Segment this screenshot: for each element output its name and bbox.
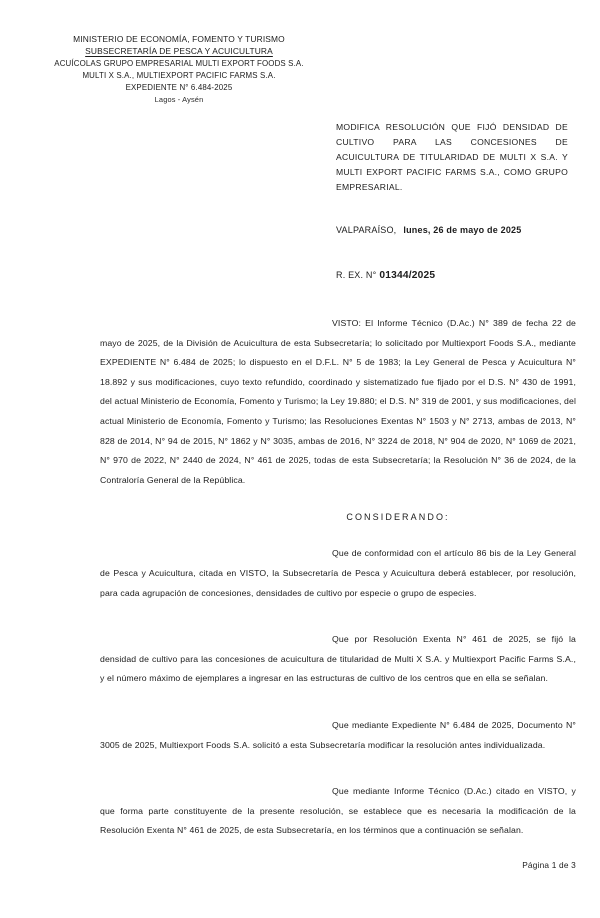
spacer [100, 603, 576, 630]
page-number: Página 1 de 3 [522, 860, 576, 870]
regions-label: Lagos - Aysén [154, 95, 204, 105]
resolution-number-value: 01344/2025 [379, 270, 436, 281]
company-group-line-2: MULTI X S.A., MULTIEXPORT PACIFIC FARMS S.A. [82, 70, 276, 80]
spacer [100, 755, 576, 782]
considerando-paragraph-3: Que mediante Expediente N° 6.484 de 2025, Documento N° 3005 de 2025, Multiexport Foods S.A. solicitó a esta Subsecretaría modificar la resolución antes individualizada. [100, 719, 576, 750]
ministry-name: MINISTERIO DE ECONOMÍA, FOMENTO Y TURISMO [73, 34, 285, 44]
resolution-number-label: R. EX. N° [336, 270, 377, 280]
subject-block: MODIFICA RESOLUCIÓN QUE FIJÓ DENSIDAD DE CULTIVO PARA LAS CONCESIONES DE ACUICULTURA DE TITULARIDAD DE MULTI X S.A. Y MULTI EXPORT PACIFIC FARMS S.A., COMO GRUPO EMPRESARIAL. [336, 122, 568, 193]
spacer [100, 490, 576, 512]
masthead [34, 33, 324, 107]
considerando-paragraph-1: Que de conformidad con el artículo 86 bis de la Ley General de Pesca y Acuicultura, citada en VISTO, la Subsecretaría de Pesca y Acuicultura deberá establecer, por resolución, para cada agrupación de concesiones, densidades de cultivo por especie o grupo de especies. [100, 548, 576, 598]
page-footer [0, 860, 576, 870]
company-group-line-1: ACUÍCOLAS GRUPO EMPRESARIAL MULTI EXPORT FOODS S.A. [54, 58, 304, 68]
spacer [100, 689, 576, 716]
visto-paragraph: VISTO: El Informe Técnico (D.Ac.) N° 389 de fecha 22 de mayo de 2025, de la División de Acuicultura de esta Subsecretaría; lo solicitado por Multiexport Foods S.A., mediante EXPEDIENTE N° 6.484 de 2025; lo dispuesto en el D.F.L. N° 5 de 1983; la Ley General de Pesca y Acuicultura N° 18.892 y sus modificaciones, cuyo texto refundido, coordinado y sistematizado fue fijado por el D.S. N° 430 de 1991, del actual Ministerio de Economía, Fomento y Turismo; la Ley 19.880; el D.S. N° 319 de 2001, y sus modificaciones, del actual Ministerio de Economía, Fomento y Turismo; las Resoluciones Exentas N° 1503 y N° 2713, ambas de 2013, N° 828 de 2014, N° 94 de 2015, N° 1862 y N° 3035, ambas de 2016, N° 3224 de 2018, N° 904 de 2020, N° 1069 de 2021, N° 970 de 2022, N° 2440 de 2024, N° 461 de 2025, todas de esta Subsecretaría; la Resolución N° 36 de 2024, de la Contraloría General de la República. [100, 318, 576, 485]
considerando-paragraph-2: Que por Resolución Exenta N° 461 de 2025, se fijó la densidad de cultivo para las concesiones de acuicultura de titularidad de Multi X S.A. y Multiexport Pacific Farms S.A., y el número máximo de ejemplares a ingresar en las estructuras de cultivo de los centros que en ella se señalan. [100, 634, 576, 684]
spacer [100, 522, 576, 544]
subsecretariat-name: SUBSECRETARÍA DE PESCA Y ACUICULTURA [85, 46, 273, 57]
resolution-number [336, 270, 435, 281]
document-body [100, 314, 576, 841]
file-number: EXPEDIENTE N° 6.484-2025 [125, 83, 233, 93]
issuing-city: VALPARAÍSO, [336, 225, 397, 235]
considerando-heading: CONSIDERANDO: [346, 512, 450, 523]
place-date [336, 225, 521, 235]
issue-date: lunes, 26 de mayo de 2025 [403, 225, 522, 235]
considerando-paragraph-4: Que mediante Informe Técnico (D.Ac.) citado en VISTO, y que forma parte constituyente de la presente resolución, se establece que es necesaria la modificación de la Resolución Exenta N° 461 de 2025, de esta Subsecretaría, en los términos que a continuación se señalan. [100, 786, 576, 836]
